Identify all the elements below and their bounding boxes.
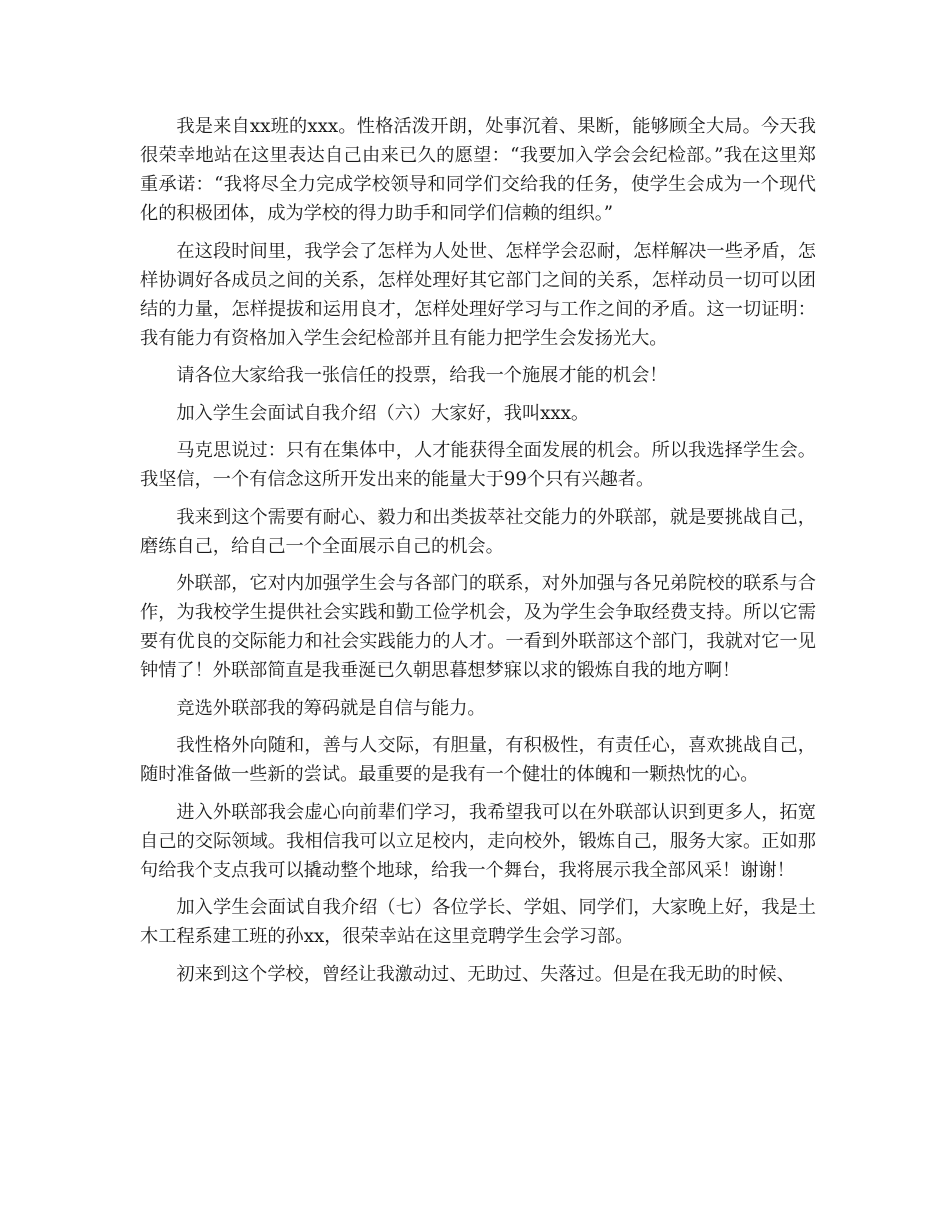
paragraph-3: 请各位大家给我一张信任的投票，给我一个施展才能的机会！ bbox=[176, 365, 668, 386]
paragraph-4: 加入学生会面试自我介绍（六）大家好，我叫xxx。 bbox=[176, 402, 590, 424]
paragraph-7: 外联部，它对内加强学生会与各部门的联系，对外加强与各兄弟院校的联系与合作，为我校学生提供社会实践和勤工俭学机会，及为学生会争取经费支持。所以它需要有优良的交际能力和社会实践能力的人才。一看到外联部这个部门，我就对它一见钟情了！外联部简直是我垂涎已久朝思暮想梦寐以求的锻炼自我的地方啊！ bbox=[140, 573, 816, 681]
document-body bbox=[140, 112, 816, 997]
paragraph-5: 马克思说过：只有在集体中，人才能获得全面发展的机会。所以我选择学生会。我坚信，一个有信念这所开发出来的能量大于99个只有兴趣者。 bbox=[140, 440, 816, 490]
paragraph-10: 进入外联部我会虚心向前辈们学习，我希望我可以在外联部认识到更多人，拓宽自己的交际领域。我相信我可以立足校内，走向校外，锻炼自己，服务大家。正如那句给我个支点我可以撬动整个地球，给我一个舞台，我将展示我全部风采！谢谢！ bbox=[140, 801, 816, 881]
paragraph-11: 加入学生会面试自我介绍（七）各位学长、学姐、同学们，大家晚上好，我是土木工程系建工班的孙xx，很荣幸站在这里竞聘学生会学习部。 bbox=[140, 897, 816, 947]
paragraph-9: 我性格外向随和，善与人交际，有胆量，有积极性，有责任心，喜欢挑战自己，随时准备做一些新的尝试。最重要的是我有一个健壮的体魄和一颗热忱的心。 bbox=[140, 735, 816, 785]
paragraph-1: 我是来自xx班的xxx。性格活泼开朗，处事沉着、果断，能够顾全大局。今天我很荣幸地站在这里表达自己由来已久的愿望：“我要加入学会会纪检部。”我在这里郑重承诺：“我将尽全力完成学校领导和同学们交给我的任务，使学生会成为一个现代化的积极团体，成为学校的得力助手和同学们信赖的组织。” bbox=[140, 116, 816, 224]
paragraph-8: 竞选外联部我的筹码就是自信与能力。 bbox=[176, 697, 486, 719]
paragraph-2: 在这段时间里，我学会了怎样为人处世、怎样学会忍耐，怎样解决一些矛盾，怎样协调好各成员之间的关系，怎样处理好其它部门之间的关系，怎样动员一切可以团结的力量，怎样提拔和运用良才，怎样处理好学习与工作之间的矛盾。这一切证明：我有能力有资格加入学生会纪检部并且有能力把学生会发扬光大。 bbox=[140, 240, 816, 349]
paragraph-6: 我来到这个需要有耐心、毅力和出类拔萃社交能力的外联部，就是要挑战自己，磨练自己，给自己一个全面展示自己的机会。 bbox=[140, 506, 816, 557]
paragraph-12: 初来到这个学校，曾经让我激动过、无助过、失落过。但是在我无助的时候、 bbox=[176, 963, 795, 985]
